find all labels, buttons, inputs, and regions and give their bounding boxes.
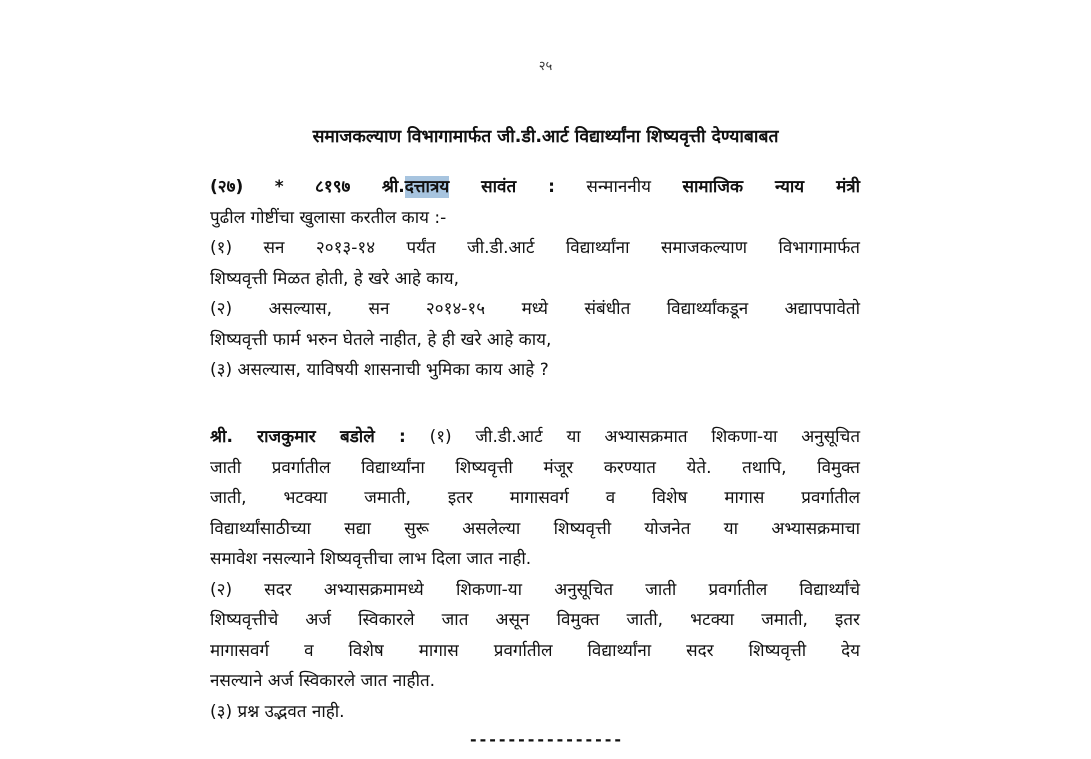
question-id: ८१९७: [315, 177, 351, 197]
answer-line: जाती प्रवर्गातील विद्यार्थ्यांना शिष्यवृत्ती मंजूर करण्यात येते. तथापि, विमुक्त: [210, 457, 860, 478]
answer-line: समावेश नसल्याने शिष्यवृत्तीचा लाभ दिला जात नाही.: [210, 549, 532, 569]
question-line: शिष्यवृत्ती मिळत होती, हे खरे आहे काय,: [210, 268, 459, 289]
document-heading: समाजकल्याण विभागामार्फत जी.डी.आर्ट विद्यार्थ्यांना शिष्यवृत्ती देण्याबाबत: [312, 127, 779, 147]
question-line: पुढील गोष्टींचा खुलासा करतील काय :-: [210, 207, 447, 228]
answer-first-line: (१) जी.डी.आर्ट या अभ्यासक्रमात शिकणा-या अनुसूचित: [429, 427, 861, 447]
member-name: [382, 176, 555, 198]
answer-line: नसल्याने अर्ज स्विकारले जात नाहीत.: [210, 671, 436, 691]
answer-line: मागासवर्ग व विशेष मागास प्रवर्गातील विद्यार्थ्यांना सदर शिष्यवृत्ती देय: [210, 640, 860, 661]
addressee-prefix: सन्माननीय: [586, 177, 652, 197]
question-line: (१) सन २०१३-१४ पर्यंत जी.डी.आर्ट विद्यार्थ्यांना समाजकल्याण विभागामार्फत: [210, 238, 860, 258]
section-separator: ----------------: [468, 730, 623, 749]
member-prefix: श्री.: [381, 177, 405, 197]
member-suffix: सावंत :: [481, 177, 555, 197]
addressee-minister: सामाजिक न्याय मंत्री: [682, 177, 861, 197]
answer-block: [210, 422, 860, 727]
question-line: (३) असल्यास, याविषयी शासनाची भुमिका काय आहे ?: [210, 360, 549, 380]
answer-line: जाती, भटक्या जमाती, इतर मागासवर्ग व विशेष मागास प्रवर्गातील: [210, 488, 860, 508]
answer-line: विद्यार्थ्यांसाठीच्या सद्या सुरू असलेल्या शिष्यवृत्ती योजनेत या अभ्यासक्रमाचा: [210, 518, 860, 539]
answer-header-line: [210, 422, 860, 453]
answer-line: शिष्यवृत्तीचे अर्ज स्विकारले जात असून विमुक्त जाती, भटक्या जमाती, इतर: [210, 610, 860, 630]
question-star: *: [274, 177, 284, 197]
answering-minister: श्री. राजकुमार बडोले :: [210, 427, 406, 447]
answer-line: (३) प्रश्न उद्भवत नाही.: [210, 701, 345, 722]
member-name-selected[interactable]: दत्तात्रय: [404, 177, 450, 197]
answer-line: (२) सदर अभ्यासक्रमामध्ये शिकणा-या अनुसूचित जाती प्रवर्गातील विद्यार्थ्यांचे: [210, 579, 860, 600]
question-line: (२) असल्यास, सन २०१४-१५ मध्ये संबंधीत विद्यार्थ्यांकडून अद्यापपावेतो: [210, 299, 860, 319]
page-number: २५: [538, 59, 553, 74]
question-line: शिष्यवृत्ती फार्म भरुन घेतले नाहीत, हे ही खरे आहे काय,: [210, 329, 552, 350]
question-header-line: [210, 172, 860, 203]
question-block: [210, 172, 860, 386]
question-number: (२७): [210, 177, 244, 197]
